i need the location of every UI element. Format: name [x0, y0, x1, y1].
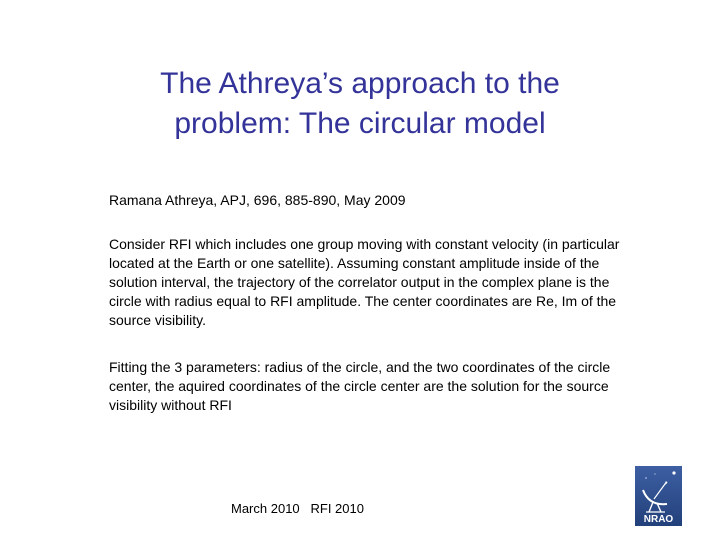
slide-title-line-2: problem: The circular model: [174, 107, 546, 140]
nrao-logo-text: NRAO: [643, 514, 674, 525]
body-paragraph-2: Fitting the 3 parameters: radius of the circle, and the two coordinates of the circle center, the aquired coordinates of the circle center are the solution for the source visibility without RFI: [109, 359, 611, 413]
body-paragraph-1: Consider RFI which includes one group moving with constant velocity (in particular located at the Earth or one satellite). Assuming constant amplitude inside of the solution interval, the trajectory of the correlator output in the complex plane is the circle with radius equal to RFI amplitude. The center coordinates are Re, Im of the source visibility.: [109, 236, 620, 328]
nrao-logo-icon: [635, 466, 682, 526]
slide-title-line-1: The Athreya’s approach to the: [160, 67, 560, 100]
citation: Ramana Athreya, APJ, 696, 885-890, May 2009: [109, 192, 406, 208]
slide-title: [60, 64, 660, 144]
slide-footer: March 2010 RFI 2010: [231, 501, 364, 516]
